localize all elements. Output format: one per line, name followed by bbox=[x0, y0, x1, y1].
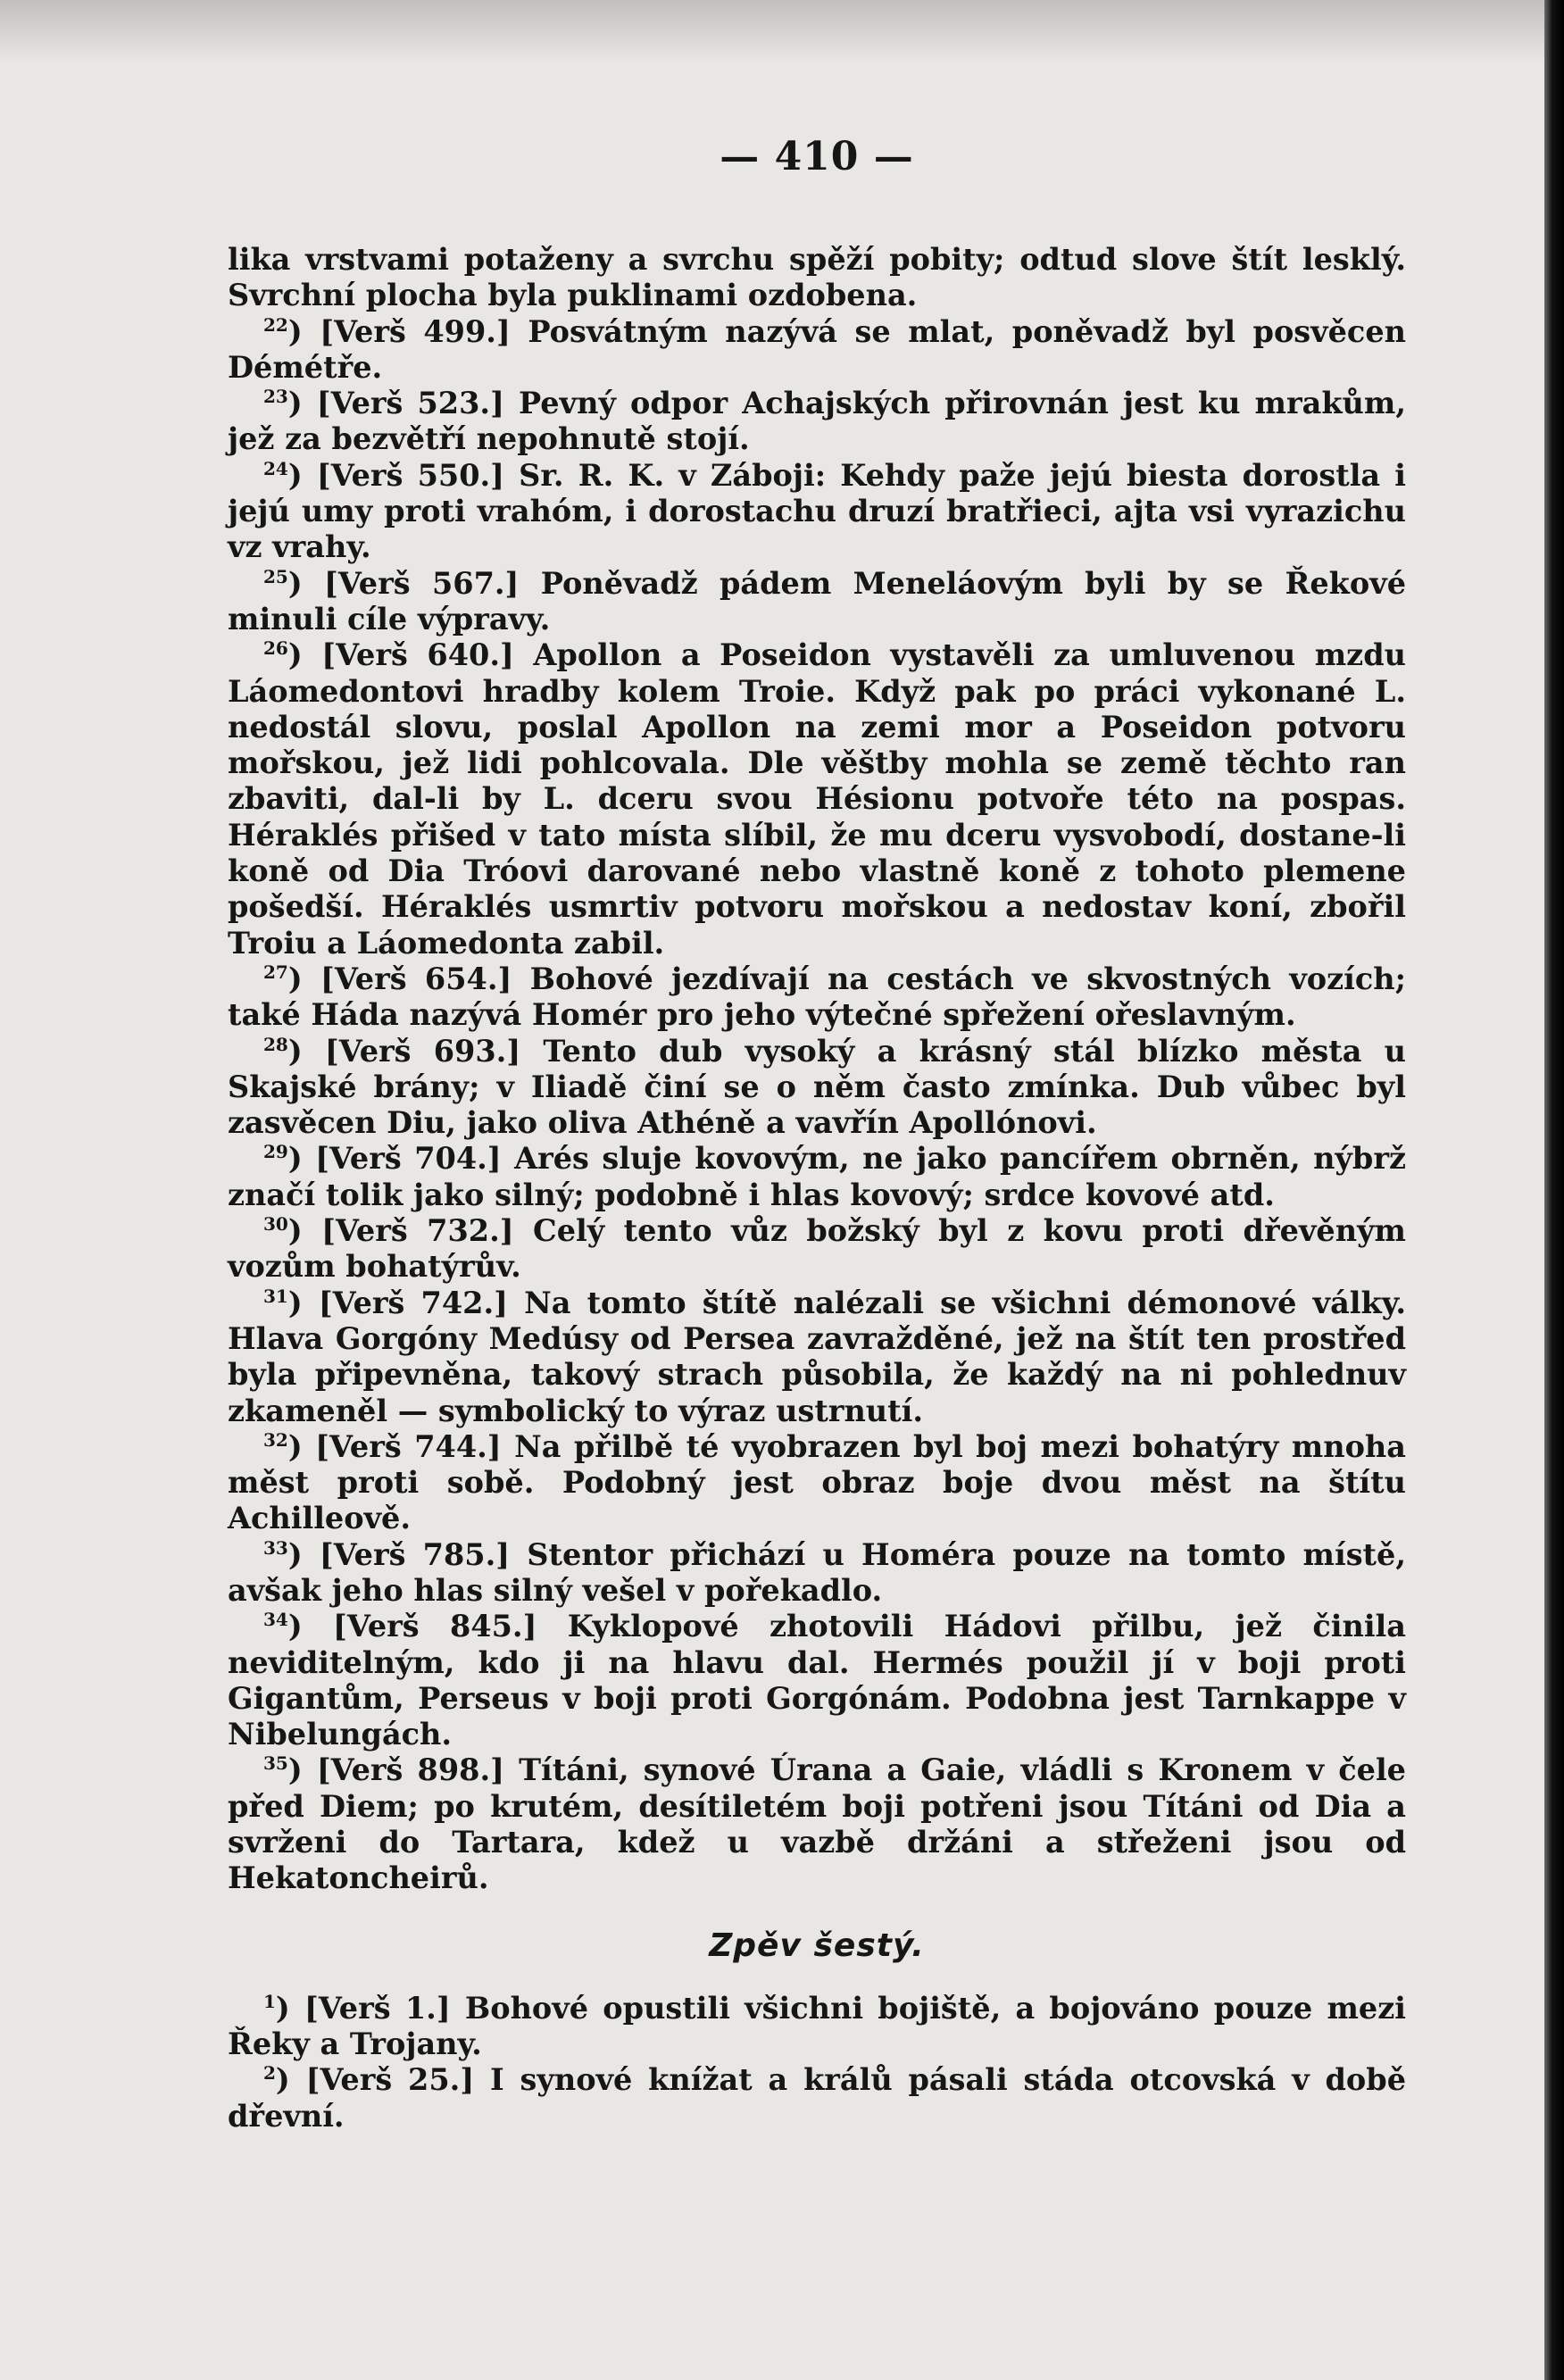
footnote-text: [Verš 732.] Celý tento vůz božský byl z kovu proti dřevěným vozům bohatýrův. bbox=[228, 1213, 1406, 1285]
footnote bbox=[228, 1429, 1406, 1537]
footnote bbox=[228, 1537, 1406, 1610]
footnote-text: [Verš 1.] Bohové opustili všichni bojiště, a bojováno pouze mezi Řeky a Trojany. bbox=[228, 1990, 1406, 2061]
footnote-paren: ) bbox=[287, 565, 325, 601]
footnote-text: [Verš 898.] Títáni, synové Úrana a Gaie, vládli s Kronem v čele před Diem; po krutém, desítiletém boji potřeni jsou Títáni od Dia a svrženi do Tartara, kdež u vazbě držáni a střeženi jsou od Hekatoncheirů. bbox=[228, 1752, 1406, 1896]
footnote-paren: ) bbox=[275, 2062, 306, 2098]
footnote-number: 23 bbox=[263, 386, 288, 408]
section-heading: Zpěv šestý. bbox=[709, 1926, 925, 1964]
footnote-number: 26 bbox=[263, 637, 288, 660]
footnote-number: 24 bbox=[263, 457, 288, 479]
footnote-paren: ) bbox=[287, 457, 317, 493]
footnote-number: 22 bbox=[263, 313, 288, 336]
footnote bbox=[228, 1991, 1406, 2063]
footnote-paren: ) bbox=[287, 1752, 317, 1788]
footnote-paren: ) bbox=[287, 1141, 316, 1177]
footnote-text: [Verš 742.] Na tomto štítě nalézali se všichni démonové války. Hlava Gorgóny Medúsy od Persea zavražděné, jež na štít ten prostřed byla připevněna, takový strach působila, že každý na ni pohlednuv zkameněl — symbolický to výraz ustrnutí. bbox=[228, 1285, 1406, 1428]
footnote-text: [Verš 785.] Stentor přichází u Homéra pouze na tomto místě, avšak jeho hlas silný vešel v pořekadlo. bbox=[228, 1536, 1407, 1608]
footnote-number: 27 bbox=[263, 961, 288, 983]
footnote-paren: ) bbox=[287, 1285, 319, 1320]
footnote-paren: ) bbox=[287, 1536, 320, 1572]
footnote-text: [Verš 523.] Pevný odpor Achajských přirovnán jest ku mrakům, jež za bezvětří nepohnutě stojí. bbox=[228, 386, 1406, 457]
footnote-number: 29 bbox=[263, 1141, 288, 1163]
notes-list-2 bbox=[228, 1991, 1406, 2135]
footnote-paren: ) bbox=[287, 637, 322, 673]
page-number: — 410 — bbox=[720, 134, 914, 179]
page-edge bbox=[1544, 0, 1564, 2380]
footnote bbox=[228, 566, 1406, 638]
page bbox=[228, 134, 1406, 2135]
footnote bbox=[228, 637, 1406, 961]
footnote-text: [Verš 499.] Posvátným nazývá se mlat, poněvadž byl posvěcen Démétře. bbox=[228, 313, 1406, 385]
footnote-paren: ) bbox=[287, 1213, 322, 1249]
footnote-number: 34 bbox=[263, 1609, 288, 1631]
footnote-number: 32 bbox=[263, 1428, 288, 1451]
footnote-paren: ) bbox=[287, 386, 317, 421]
footnote bbox=[228, 458, 1406, 566]
footnote-number: 2 bbox=[263, 2062, 276, 2085]
footnote bbox=[228, 961, 1406, 1034]
footnote bbox=[228, 1213, 1406, 1286]
notes-list bbox=[228, 314, 1406, 1897]
footnote-paren: ) bbox=[287, 1033, 325, 1069]
footnote-number: 30 bbox=[263, 1212, 288, 1235]
footnote bbox=[228, 2062, 1406, 2135]
footnote-paren: ) bbox=[287, 313, 320, 349]
footnote-paren: ) bbox=[287, 1428, 316, 1464]
footnote-number: 28 bbox=[263, 1033, 288, 1055]
footnote-text: [Verš 550.] Sr. R. K. v Záboji: Kehdy paže jejú biesta dorostla i jejú umy proti vrahóm, i dorostachu druzí bratřieci, ajta vsi vyrazichu vz vrahy. bbox=[228, 457, 1406, 565]
scan-shadow bbox=[0, 0, 1544, 62]
continuation-paragraph: lika vrstvami potaženy a svrchu spěží pobity; odtud slove štít lesklý. Svrchní plocha byla puklinami ozdobena. bbox=[228, 242, 1406, 313]
footnote-number: 35 bbox=[263, 1752, 288, 1775]
footnote-text: [Verš 640.] Apollon a Poseidon vystavěli za umluvenou mzdu Láomedontovi hradby kolem Troie. Když pak po práci vykonané L. nedostál slovu, poslal Apollon na zemi mor a Poseidon potvoru mořskou, jež lidi pohlcovala. Dle věštby mohla se země těchto ran zbaviti, dal-li by L. dceru svou Hésionu potvoře této na pospas. Héraklés přišed v tato místa slíbil, že mu dceru vysvobodí, dostane-li koně od Dia Tróovi darované nebo vlastně koně z tohoto plemene pošedší. Héraklés usmrtiv potvoru mořskou a nedostav koní, zbořil Troiu a Láomedonta zabil. bbox=[228, 637, 1406, 961]
footnote bbox=[228, 1034, 1406, 1142]
footnote bbox=[228, 314, 1406, 387]
footnote-text: [Verš 25.] I synové knížat a králů pásali stáda otcovská v době dřevní. bbox=[228, 2062, 1407, 2134]
footnote-text: [Verš 567.] Poněvadž pádem Meneláovým byli by se Řekové minuli cíle výpravy. bbox=[228, 565, 1407, 637]
footnote-number: 25 bbox=[263, 565, 288, 587]
footnote bbox=[228, 1752, 1406, 1896]
footnote-paren: ) bbox=[275, 1990, 305, 2026]
footnote-number: 31 bbox=[263, 1285, 288, 1307]
footnote bbox=[228, 386, 1406, 458]
footnote bbox=[228, 1286, 1406, 1429]
footnote-paren: ) bbox=[287, 961, 320, 996]
footnote bbox=[228, 1609, 1406, 1752]
footnote-paren: ) bbox=[287, 1609, 334, 1644]
footnote-text: [Verš 744.] Na přilbě té vyobrazen byl boj mezi bohatýry mnoha měst proti sobě. Podobný jest obraz boje dvou měst na štítu Achilleově. bbox=[228, 1428, 1406, 1536]
footnote-number: 33 bbox=[263, 1536, 288, 1559]
footnote bbox=[228, 1141, 1406, 1213]
footnote-text: [Verš 845.] Kyklopové zhotovili Hádovi přilbu, jež činila neviditelným, kdo ji na hlavu dal. Hermés použil jí v boji proti Gigantům, Perseus v boji proti Gorgónám. Podobna jest Tarnkappe v Nibelungách. bbox=[228, 1609, 1406, 1752]
footnote-number: 1 bbox=[263, 1990, 276, 2012]
footnote-text: [Verš 693.] Tento dub vysoký a krásný stál blízko města u Skajské brány; v Iliadě činí se o něm často zmínka. Dub vůbec byl zasvěcen Diu, jako oliva Athéně a vavřín Apollónovi. bbox=[228, 1033, 1407, 1141]
footnote-text: [Verš 704.] Arés sluje kovovým, ne jako pancířem obrněn, nýbrž značí tolik jako silný; podobně i hlas kovový; srdce kovové atd. bbox=[228, 1141, 1406, 1212]
footnote-text: [Verš 654.] Bohové jezdívají na cestách ve skvostných vozích; také Háda nazývá Homér pro jeho výtečné spřežení ořeslavným. bbox=[228, 961, 1407, 1033]
